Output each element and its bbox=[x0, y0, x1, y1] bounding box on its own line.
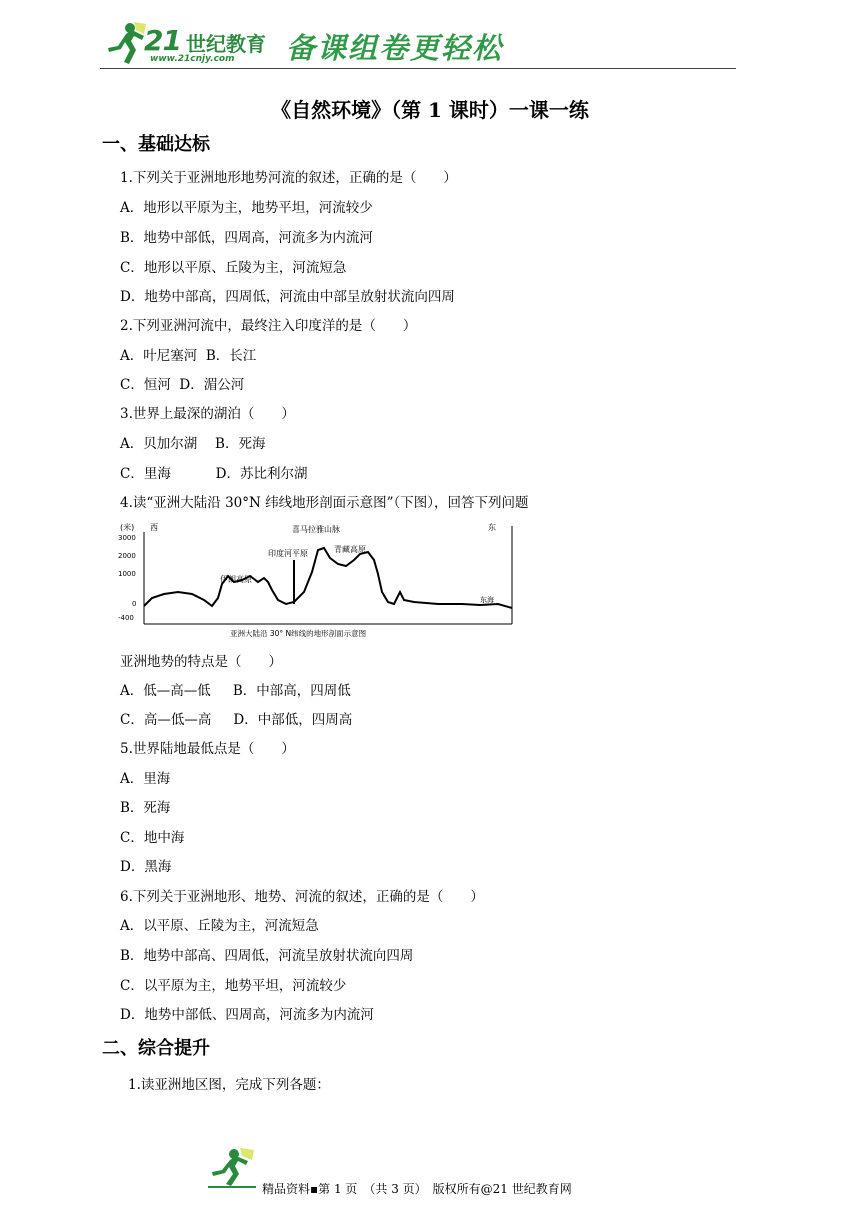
question-line: 1.读亚洲地区图，完成下列各题： bbox=[128, 1077, 330, 1093]
figure-tick: 0 bbox=[132, 600, 137, 608]
option-line: C．恒河 D．湄公河 bbox=[120, 377, 245, 393]
option-line: C．地形以平原、丘陵为主，河流短急 bbox=[120, 260, 347, 276]
question-line: 1.下列关于亚洲地形地势河流的叙述，正确的是（ ） bbox=[120, 170, 457, 186]
figure-east-label: 东 bbox=[488, 523, 496, 532]
figure-tick: -400 bbox=[118, 614, 134, 622]
question-line: 6.下列关于亚洲地形、地势、河流的叙述，正确的是（ ） bbox=[120, 889, 484, 905]
figure-west-label: 西 bbox=[150, 523, 158, 532]
label-iran-plateau: 伊朗高原 bbox=[220, 575, 252, 584]
option-line: D．黑海 bbox=[120, 859, 172, 875]
logo-text: 世纪教育 bbox=[186, 32, 266, 56]
option-line: D．地势中部高，四周低，河流由中部呈放射状流向四周 bbox=[120, 289, 455, 305]
option-line: D．地势中部低、四周高，河流多为内流河 bbox=[120, 1007, 374, 1023]
option-line: C．地中海 bbox=[120, 830, 185, 846]
option-line: A．叶尼塞河 B．长江 bbox=[120, 348, 257, 364]
option-line: A．低—高—低 B．中部高，四周低 bbox=[120, 683, 351, 699]
option-line: B．死海 bbox=[120, 800, 171, 816]
footer-text: 精品资料▪第 1 页 （共 3 页） 版权所有@21 世纪教育网 bbox=[262, 1182, 572, 1196]
terrain-profile-line bbox=[144, 548, 512, 608]
option-line: A．贝加尔湖 B．死海 bbox=[120, 436, 266, 452]
page-title: 《自然环境》（第 1 课时）一课一练 bbox=[271, 98, 589, 122]
page-footer bbox=[0, 1142, 860, 1202]
logo-url: www.21cnjy.com bbox=[150, 54, 235, 64]
header-slogan: 备课组卷更轻松 bbox=[286, 31, 504, 65]
option-line: B．地势中部低，四周高，河流多为内流河 bbox=[120, 230, 373, 246]
option-line: A．以平原、丘陵为主，河流短急 bbox=[120, 918, 319, 934]
figure-caption: 亚洲大陆沿 30° N纬线的地形剖面示意图 bbox=[230, 629, 367, 638]
question-line: 亚洲地势的特点是（ ） bbox=[120, 654, 282, 670]
option-line: C．高—低—高 D．中部低，四周高 bbox=[120, 712, 353, 728]
question-line: 5.世界陆地最低点是（ ） bbox=[120, 741, 295, 757]
runner-logo-icon bbox=[100, 20, 148, 68]
option-line: C．里海 D．苏比利尔湖 bbox=[120, 466, 308, 482]
figure-tick: 3000 bbox=[118, 534, 136, 542]
figure-tick: 1000 bbox=[118, 570, 136, 578]
figure-ylabel: (米) bbox=[120, 523, 135, 532]
label-tibet-plateau: 青藏高原 bbox=[334, 545, 366, 554]
option-line: A．地形以平原为主，地势平坦，河流较少 bbox=[120, 200, 373, 216]
question-line: 2.下列亚洲河流中，最终注入印度洋的是（ ） bbox=[120, 318, 417, 334]
figure-tick: 2000 bbox=[118, 552, 136, 560]
label-east-sea: 东海 bbox=[480, 596, 494, 604]
option-line: C．以平原为主，地势平坦，河流较少 bbox=[120, 978, 347, 994]
option-line: A．里海 bbox=[120, 771, 171, 787]
footer-runner-logo-icon bbox=[204, 1146, 260, 1190]
section-heading-advanced: 二、综合提升 bbox=[102, 1038, 210, 1059]
logo-number: 21 bbox=[144, 24, 181, 57]
question-line: 3.世界上最深的湖泊（ ） bbox=[120, 406, 295, 422]
label-himalaya: 喜马拉雅山脉 bbox=[292, 525, 340, 534]
header-divider bbox=[100, 68, 736, 69]
option-line: B．地势中部高、四周低，河流呈放射状流向四周 bbox=[120, 948, 414, 964]
page-header bbox=[100, 18, 736, 70]
section-heading-basic: 一、基础达标 bbox=[102, 134, 210, 155]
label-indus-plain: 印度河平原 bbox=[268, 549, 308, 558]
question-line: 4.读“亚洲大陆沿 30°N 纬线地形剖面示意图”（下图），回答下列问题 bbox=[120, 495, 529, 511]
terrain-profile-figure bbox=[118, 520, 518, 640]
